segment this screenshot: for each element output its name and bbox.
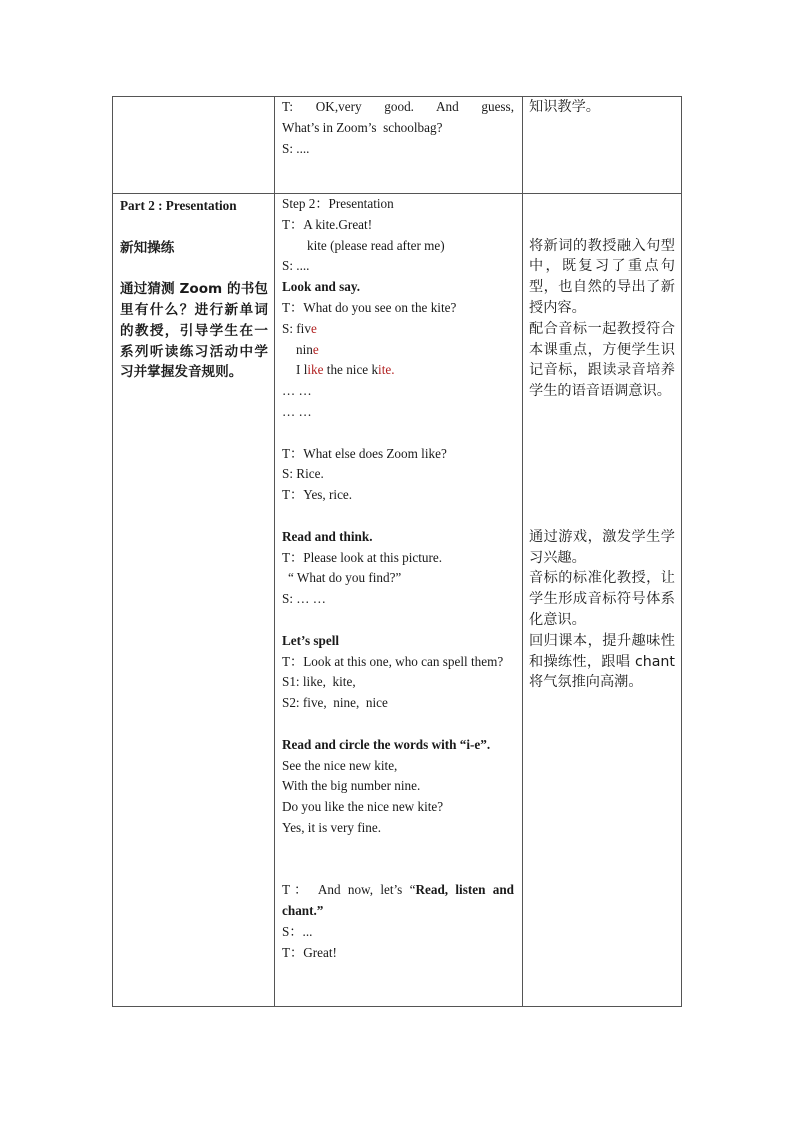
- dialogue-line: S: ....: [282, 140, 310, 156]
- step-heading: Step 2：Presentation: [282, 196, 394, 211]
- activity-heading: Read and circle the words with “i-e”.: [282, 736, 491, 752]
- lesson-plan-table: [112, 96, 682, 1007]
- dialogue-line: S: Rice.: [282, 466, 324, 482]
- table-cell-activity: [275, 97, 523, 194]
- purpose-text: 音标的标准化教授，让学生形成音标符号体系化意识。: [529, 570, 675, 628]
- table-cell-purpose: [523, 97, 682, 194]
- dialogue-line: kite (please read after me): [307, 237, 445, 253]
- purpose-text: 配合音标一起教授符合本课重点，方便学生识记音标，跟读录音培养学生的语音语调意识。: [529, 320, 675, 400]
- dialogue-line: [282, 340, 514, 361]
- purpose-text: 知识教学。: [529, 99, 600, 115]
- dialogue-line: T：Look at this one, who can spell them?: [282, 653, 504, 669]
- highlight-letter: e: [312, 341, 319, 357]
- dialogue-line: S1: like, kite,: [282, 674, 356, 690]
- activity-heading: Look and say.: [282, 279, 361, 295]
- dialogue-line: T：Great!: [282, 944, 337, 960]
- highlight-letters: ike: [307, 362, 324, 378]
- table-cell-stage: [113, 97, 275, 194]
- table-cell-stage: [113, 194, 275, 1007]
- text-run: T： And now, let’s “: [282, 882, 416, 898]
- purpose-text: 通过游戏，激发学生学习兴趣。: [529, 528, 675, 566]
- text-run: the nice k: [323, 362, 379, 378]
- dialogue-line: What’s in Zoom’s schoolbag?: [282, 119, 443, 135]
- section-title: 新知操练: [120, 239, 175, 256]
- highlight-letter: e: [310, 320, 317, 336]
- text-run: nin: [296, 341, 313, 357]
- dialogue-line: T：Please look at this picture.: [282, 549, 443, 565]
- part-title: Part 2 : Presentation: [120, 198, 237, 213]
- dialogue-line: [282, 880, 518, 922]
- chant-line: Yes, it is very fine.: [282, 819, 382, 835]
- ellipsis-line: … …: [282, 403, 312, 419]
- table-cell-purpose: [523, 194, 682, 1007]
- dialogue-line: “ What do you find?”: [288, 570, 402, 586]
- dialogue-line: T：A kite.Great!: [282, 216, 373, 232]
- dialogue-line: [282, 319, 514, 340]
- purpose-text: 将新词的教授融入句型中，既复习了重点句型，也自然的导出了新授内容。: [529, 237, 675, 316]
- activity-heading: Let’s spell: [282, 632, 340, 648]
- dialogue-line: S：...: [282, 923, 313, 939]
- ellipsis-line: … …: [282, 383, 312, 399]
- text-run: S: fiv: [282, 320, 311, 336]
- dialogue-line: [282, 360, 514, 381]
- chant-line: See the nice new kite,: [282, 757, 398, 773]
- chant-line: Do you like the nice new kite?: [282, 799, 444, 815]
- text-run-bold: Read, listen and chant.”: [282, 882, 518, 919]
- dialogue-line: T: OK,very good. And guess,: [282, 99, 514, 114]
- table-cell-activity: [275, 194, 523, 1007]
- stage-description: 通过猜测 Zoom 的书包里有什么？进行新单词的教授，引导学生在一系列听读练习活动中学习并掌握发音规则。: [120, 281, 268, 381]
- chant-line: With the big number nine.: [282, 778, 421, 794]
- activity-heading: Read and think.: [282, 528, 373, 544]
- text-run: I l: [296, 362, 308, 378]
- dialogue-line: S2: five, nine, nice: [282, 695, 388, 711]
- dialogue-line: T：What do you see on the kite?: [282, 299, 457, 315]
- table-row: [113, 194, 682, 1007]
- table-row: [113, 97, 682, 194]
- highlight-letters: ite.: [378, 362, 395, 378]
- dialogue-line: T：What else does Zoom like?: [282, 445, 447, 461]
- dialogue-line: T：Yes, rice.: [282, 487, 353, 503]
- dialogue-line: S: ....: [282, 258, 310, 274]
- purpose-text: 回归课本，提升趣味性和操练性，跟唱 chant 将气氛推向高潮。: [529, 632, 680, 691]
- dialogue-line: S: … …: [282, 591, 326, 607]
